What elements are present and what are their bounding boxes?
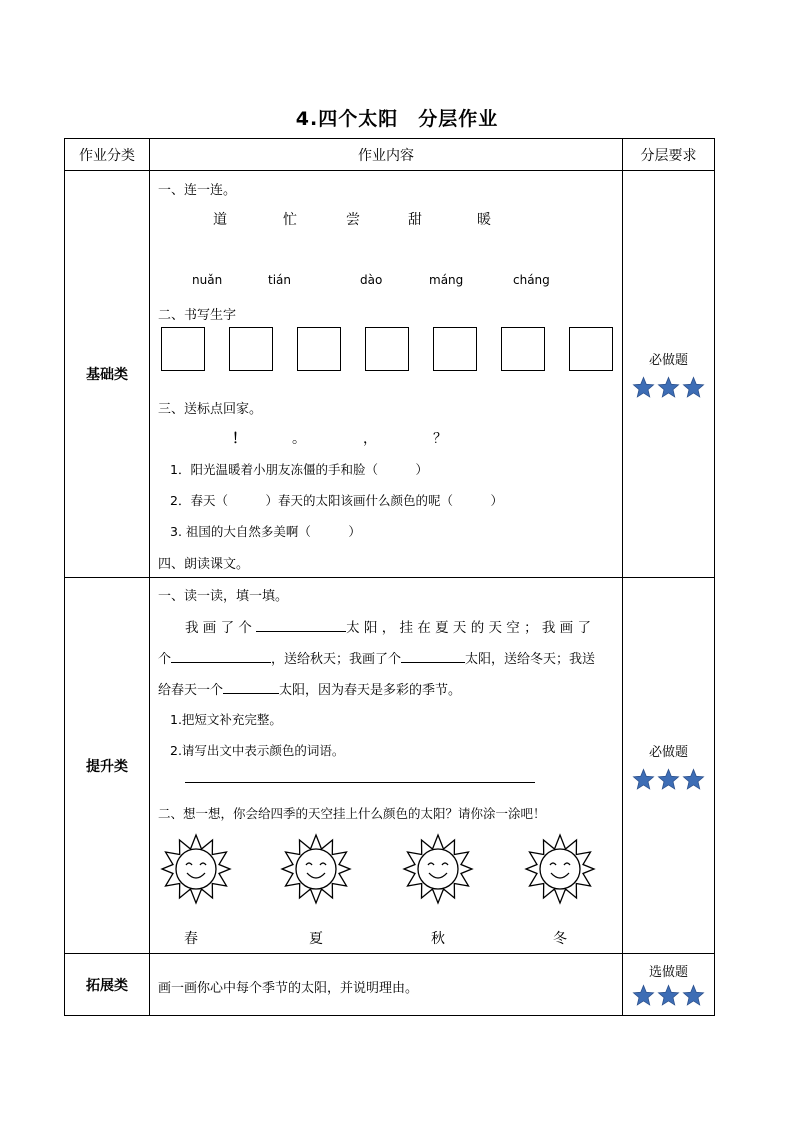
char-5: 暖 xyxy=(477,212,491,228)
writing-box[interactable] xyxy=(501,327,545,371)
header-requirement: 分层要求 xyxy=(623,139,715,171)
advance-row xyxy=(65,578,715,954)
passage-line-3: 给春天一个 太阳，因为春天是多彩的季节。 xyxy=(158,683,462,698)
star-rating xyxy=(623,984,714,1007)
requirement-label: 必做题 xyxy=(648,353,688,368)
advance-category: 提升类 xyxy=(65,578,150,954)
extend-task: 画一画你心中每个季节的太阳，并说明理由。 xyxy=(158,981,419,996)
read-title: 四、朗读课文。 xyxy=(158,557,250,572)
star-icon xyxy=(632,984,655,1007)
star-rating xyxy=(623,376,714,399)
basic-requirement xyxy=(623,171,715,578)
pinyin-3: dào xyxy=(360,273,383,287)
char-3: 尝 xyxy=(346,212,360,228)
season-winter: 冬 xyxy=(553,931,567,947)
writing-box[interactable] xyxy=(365,327,409,371)
basic-row xyxy=(65,171,715,578)
basic-content xyxy=(150,171,623,578)
fill-question-1: 1.把短文补充完整。 xyxy=(170,712,282,727)
connect-title: 一、连一连。 xyxy=(158,183,237,198)
punct-question-2: 2．春天（ ）春天的太阳该画什么颜色的呢（ ） xyxy=(170,493,503,508)
writing-box[interactable] xyxy=(161,327,205,371)
advance-content xyxy=(150,578,623,954)
extend-row xyxy=(65,954,715,1016)
char-2: 忙 xyxy=(283,212,297,228)
char-4: 甜 xyxy=(408,212,422,228)
punct-question-3: 3. 祖国的大自然多美啊（ ） xyxy=(170,524,361,539)
extend-requirement xyxy=(623,954,715,1016)
fill-blank[interactable] xyxy=(171,650,271,663)
fill-blank[interactable] xyxy=(401,650,465,663)
fill-blank[interactable] xyxy=(223,681,279,694)
punct-3: ， xyxy=(363,431,377,447)
writing-box[interactable] xyxy=(433,327,477,371)
answer-line[interactable] xyxy=(185,781,535,783)
punct-title: 三、送标点回家。 xyxy=(158,402,263,417)
fill-title: 一、读一读，填一填。 xyxy=(158,589,289,604)
sun-icon[interactable] xyxy=(160,833,232,905)
color-title: 二、想一想，你会给四季的天空挂上什么颜色的太阳？请你涂一涂吧！ xyxy=(158,806,546,821)
star-icon xyxy=(632,768,655,791)
pinyin-2: tián xyxy=(268,273,291,287)
punct-1: ！ xyxy=(232,431,246,447)
basic-category: 基础类 xyxy=(65,171,150,578)
extend-content xyxy=(150,954,623,1016)
star-icon xyxy=(657,768,680,791)
star-icon xyxy=(657,984,680,1007)
page-title: 4.四个太阳 分层作业 xyxy=(295,108,499,130)
star-icon xyxy=(657,376,680,399)
season-autumn: 秋 xyxy=(431,931,445,947)
write-title: 二、书写生字 xyxy=(158,308,237,323)
star-icon xyxy=(682,984,705,1007)
extend-category: 拓展类 xyxy=(65,954,150,1016)
passage-line-2: 个 ，送给秋天；我画了个 太阳，送给冬天；我送 xyxy=(158,652,596,667)
sun-icon[interactable] xyxy=(280,833,352,905)
star-rating xyxy=(623,768,714,791)
punct-4: ？ xyxy=(433,431,447,447)
homework-table xyxy=(64,138,715,1016)
sun-icon[interactable] xyxy=(524,833,596,905)
punct-question-1: 1．阳光温暖着小朋友冻僵的手和脸（ ） xyxy=(170,462,428,477)
pinyin-4: máng xyxy=(429,273,464,287)
season-summer: 夏 xyxy=(309,931,323,947)
punct-2: 。 xyxy=(292,431,306,447)
header-category: 作业分类 xyxy=(65,139,150,171)
writing-box[interactable] xyxy=(297,327,341,371)
advance-requirement xyxy=(623,578,715,954)
star-icon xyxy=(632,376,655,399)
season-spring: 春 xyxy=(184,931,198,947)
star-icon xyxy=(682,768,705,791)
fill-question-2: 2.请写出文中表示颜色的词语。 xyxy=(170,743,345,758)
header-row xyxy=(65,139,715,171)
pinyin-1: nuǎn xyxy=(192,273,223,287)
passage-line-1: 我 画 了 个 太 阳 ， 挂 在 夏 天 的 天 空 ； 我 画 了 xyxy=(185,620,591,636)
fill-blank[interactable] xyxy=(256,619,346,632)
star-icon xyxy=(682,376,705,399)
writing-box[interactable] xyxy=(569,327,613,371)
requirement-label: 必做题 xyxy=(648,744,688,760)
char-1: 道 xyxy=(213,212,227,228)
writing-box[interactable] xyxy=(229,327,273,371)
sun-icon[interactable] xyxy=(402,833,474,905)
requirement-label: 选做题 xyxy=(648,965,688,980)
header-content: 作业内容 xyxy=(150,139,623,171)
pinyin-5: cháng xyxy=(513,273,550,287)
